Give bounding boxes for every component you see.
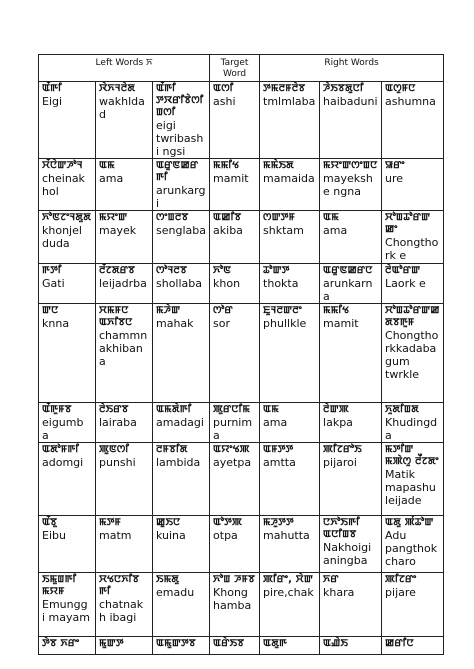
meitei-word: ꯃꯍꯨꯇꯇ <box>263 517 294 528</box>
table-cell <box>96 637 153 655</box>
meitei-word: ꯑꯗꯨꯒ <box>263 638 288 649</box>
romanized-word: shollaba <box>156 277 203 290</box>
meitei-word: ꯍꯥꯏꯕꯗꯨꯅꯤ <box>323 83 364 94</box>
meitei-word: ꯄꯤꯔꯦ, ꯆꯥꯛ <box>263 574 313 585</box>
meitei-word: ꯀꯨꯏꯅ <box>156 517 181 528</box>
table-cell <box>39 82 96 159</box>
table-row <box>39 516 444 573</box>
meitei-word: ꯃꯌꯦꯛ <box>99 212 128 223</box>
meitei-word: ꯑꯀꯤꯕ <box>213 212 242 223</box>
table-cell <box>39 516 96 573</box>
meitei-word: ꯀꯔꯤꯅ <box>385 638 414 649</box>
meitei-word: ꯑꯁꯨꯝꯅ <box>385 83 416 94</box>
meitei-word: ꯁꯣꯜꯂꯕ <box>156 265 188 276</box>
meitei-word: ꯑꯃ <box>323 212 339 223</box>
romanized-word: chammn akhibana <box>99 329 148 368</box>
table-cell <box>39 159 96 211</box>
meitei-word: ꯈꯨꯗꯤꯡꯗ <box>385 404 419 415</box>
meitei-word: ꯃꯃꯤꯠ <box>323 305 350 316</box>
romanized-word: kuina <box>156 529 186 542</box>
table-cell <box>96 403 153 443</box>
meitei-word: ꯈꯣꯡ ꯍꯝꯕ <box>213 574 256 585</box>
meitei-word: ꯁꯛꯇꯝ <box>263 212 296 223</box>
table-cell <box>382 211 444 264</box>
table-cell <box>96 211 153 264</box>
meitei-word: ꯆꯩꯅꯥꯛꯍꯣꯜ <box>42 160 83 171</box>
romanized-word: chatnakh ibagi <box>99 598 144 624</box>
romanized-word: amtta <box>263 456 296 469</box>
romanized-word: haibaduni <box>323 95 378 108</box>
romanized-word: pijaroi <box>323 456 357 469</box>
meitei-word: ꯂꯥꯏꯔꯕ <box>99 404 129 415</box>
romanized-word: shktam <box>263 224 304 237</box>
table-cell <box>260 637 320 655</box>
romanized-word: mahutta <box>263 529 310 542</box>
meitei-word: ꯑꯩꯕꯨ <box>42 517 58 528</box>
table-cell <box>210 211 260 264</box>
table-cell <box>153 82 210 159</box>
romanized-word: cheinak hol <box>42 172 85 198</box>
table-cell <box>153 637 210 655</box>
romanized-word: punshi <box>99 456 136 469</box>
table-cell <box>96 573 153 637</box>
table-cell <box>320 82 382 159</box>
table-body <box>39 82 444 655</box>
table-cell <box>382 403 444 443</box>
table-row <box>39 637 444 655</box>
table-cell <box>382 159 444 211</box>
table-cell <box>210 82 260 159</box>
romanized-word: mayek <box>99 224 137 237</box>
meitei-word: ꯈꯣꯟ <box>213 265 232 276</box>
romanized-word: Khudingd a <box>385 416 438 442</box>
table-cell <box>39 304 96 403</box>
meitei-word: ꯃꯍꯥꯛ <box>156 305 181 316</box>
table-cell <box>39 573 96 637</box>
romanized-word: matm <box>99 529 132 542</box>
table-cell <box>153 403 210 443</box>
table-cell <box>260 82 320 159</box>
table-cell <box>39 637 96 655</box>
table-cell <box>210 264 260 304</box>
table-cell <box>260 443 320 516</box>
romanized-word: ama <box>263 416 288 429</box>
meitei-word: ꯁꯦꯡꯂꯕ <box>156 212 189 223</box>
left-words-header: Left Words ꯈ <box>39 55 210 82</box>
romanized-word: ashi <box>213 95 236 108</box>
romanized-word: Gati <box>42 277 65 290</box>
romanized-word: amadagi <box>156 416 204 429</box>
table-cell <box>320 443 382 516</box>
table-cell <box>153 443 210 516</box>
table-cell <box>210 516 260 573</box>
meitei-word: ꯆꯣꯡꯊꯣꯔꯛꯀꯦ <box>385 212 431 235</box>
table-cell <box>153 573 210 637</box>
table-cell <box>210 443 260 516</box>
meitei-word: ꯏꯃꯗꯨ <box>156 574 180 585</box>
meitei-word: ꯏꯃꯨꯡꯒꯤ ꯃꯌꯝ <box>42 574 77 597</box>
table-cell <box>320 637 382 655</box>
romanized-word: Matik mapashu leijade <box>385 468 436 507</box>
romanized-word: eigi twribashi ngsi <box>156 119 204 158</box>
header-row <box>39 55 444 82</box>
meitei-word: ꯃꯨꯛꯇ <box>99 638 124 649</box>
meitei-word: ꯑꯝꯇꯇ <box>263 444 294 455</box>
romanized-word: thokta <box>263 277 299 290</box>
table-cell <box>320 211 382 264</box>
meitei-word: ꯛꯅ <box>42 305 59 316</box>
romanized-word: mamit <box>323 317 359 330</box>
romanized-word: Emungg i mayam <box>42 598 90 624</box>
table-cell <box>39 403 96 443</box>
romanized-word: mamaida <box>263 172 315 185</box>
table-cell <box>320 159 382 211</box>
romanized-word: Chongtho rkkadaba gum twrkle <box>385 329 439 381</box>
table-cell <box>153 516 210 573</box>
meitei-word: ꯃꯃꯤꯠ <box>213 160 240 171</box>
meitei-word: ꯇꯃꯂꯝꯂꯥꯕ <box>263 83 306 94</box>
romanized-word: akiba <box>213 224 243 237</box>
meitei-word: ꯈꯣꯟꯖꯦꯜꯗꯨꯗ <box>42 212 92 223</box>
meitei-word: ꯑꯌꯦꯠꯄ <box>213 444 250 455</box>
table-cell <box>320 516 382 573</box>
romanized-word: emadu <box>156 586 195 599</box>
romanized-word: pijare <box>385 586 416 599</box>
table-cell <box>382 264 444 304</box>
romanized-word: Adu pangthok charo <box>385 529 438 568</box>
romanized-word: khara <box>323 586 355 599</box>
meitei-word: ꯂꯥꯛꯄ <box>323 404 349 415</box>
table-cell <box>260 159 320 211</box>
table-cell <box>260 403 320 443</box>
meitei-word: ꯑꯃ <box>99 160 115 171</box>
meitei-word: ꯂꯝꯕꯤꯗ <box>156 444 188 455</box>
meitei-word: ꯁꯣꯔ <box>213 305 233 316</box>
meitei-word: ꯑꯔꯥꯏꯕ <box>213 638 245 649</box>
meitei-word: ꯑꯣꯇꯄ <box>213 517 242 528</box>
table-cell <box>96 516 153 573</box>
meitei-word: ꯊꯣꯛꯇ <box>263 265 290 276</box>
table-cell <box>39 211 96 264</box>
romanized-word: Laork e <box>385 277 426 290</box>
romanized-word: Eigi <box>42 95 63 108</box>
romanized-word: tmlmlaba <box>263 95 316 108</box>
meitei-word: ꯑꯔꯨꯟꯀꯔꯒꯤ <box>156 160 199 183</box>
meitei-word: ꯑꯗꯣꯝꯒꯤ <box>42 444 80 455</box>
romanized-word: khonjel duda <box>42 224 82 250</box>
meitei-word: ꯑꯃ <box>263 404 279 415</box>
table-cell <box>260 516 320 573</box>
table-cell <box>153 159 210 211</box>
romanized-word: arunkarna <box>323 277 373 303</box>
table-cell <box>153 264 210 304</box>
table-cell <box>210 637 260 655</box>
table-cell <box>210 403 260 443</box>
table-cell <box>260 304 320 403</box>
romanized-word: ama <box>323 224 348 237</box>
meitei-word: ꯐꯨꯜꯂꯛꯂꯦ <box>263 305 302 316</box>
meitei-word: ꯄꯨꯔꯅꯤꯃ <box>213 404 251 415</box>
romanized-word: phullkle <box>263 317 307 330</box>
romanized-word: ure <box>385 172 404 185</box>
table-cell <box>39 443 96 516</box>
romanized-word: mahak <box>156 317 194 330</box>
meitei-word: ꯑꯁꯤ <box>213 83 234 94</box>
meitei-word: ꯈꯔ <box>323 574 339 585</box>
meitei-word: ꯄꯨꯟꯁꯤ <box>99 444 130 455</box>
target-word-header: Target Word <box>210 55 260 82</box>
table-cell <box>96 443 153 516</box>
table-row <box>39 443 444 516</box>
table-cell <box>382 443 444 516</box>
table-cell <box>210 573 260 637</box>
table-cell <box>153 304 210 403</box>
romanized-word: lakpa <box>323 416 353 429</box>
table-cell <box>96 82 153 159</box>
table-cell <box>320 573 382 637</box>
romanized-word: arunkarg i <box>156 184 206 210</box>
romanized-word: pire,chak <box>263 586 314 599</box>
table-row <box>39 573 444 637</box>
romanized-word: Eibu <box>42 529 66 542</box>
romanized-word: Chongtho rk e <box>385 236 439 262</box>
table-cell <box>382 304 444 403</box>
table-cell <box>320 304 382 403</box>
meitei-word: ꯑꯩꯒꯨꯝꯕ <box>42 404 72 415</box>
table-cell <box>260 211 320 264</box>
romanized-word: khon <box>213 277 241 290</box>
romanized-word: ama <box>99 172 124 185</box>
meitei-word: ꯂꯩꯖꯗꯔꯕ <box>99 265 136 276</box>
table-row <box>39 159 444 211</box>
meitei-word: ꯅꯈꯣꯏꯒꯤ ꯑꯅꯤꯡꯕ <box>323 517 360 540</box>
romanized-word: ayetpa <box>213 456 252 469</box>
romanized-word: ashumna <box>385 95 436 108</box>
romanized-word: purnim a <box>213 416 253 442</box>
romanized-word: mayekshe ngna <box>323 172 373 198</box>
table-cell <box>382 637 444 655</box>
romanized-word: knna <box>42 317 70 330</box>
table-cell <box>96 159 153 211</box>
table-row <box>39 403 444 443</box>
meitei-word: ꯑꯃꯗꯥꯒꯤ <box>156 404 192 415</box>
meitei-word: ꯃꯃꯥꯏꯗ <box>263 160 294 171</box>
table-cell <box>96 264 153 304</box>
table-row <box>39 304 444 403</box>
meitei-word: ꯑꯉꯥꯏ <box>323 638 349 649</box>
romanized-word: lambida <box>156 456 201 469</box>
romanized-word: senglaba <box>156 224 206 237</box>
meitei-word: ꯑꯃꯨꯛꯇꯕ <box>156 638 196 649</box>
meitei-word: ꯆꯃꯝꯅ ꯑꯈꯤꯕꯅ <box>99 305 133 328</box>
table-cell <box>260 264 320 304</box>
meitei-word: ꯑꯩꯒꯤ <box>42 83 62 94</box>
meitei-word: ꯑꯗꯨ ꯄꯪꯊꯣꯛ <box>385 517 434 528</box>
meitei-word: ꯎꯔꯦ <box>385 160 405 171</box>
meitei-word: ꯃꯇꯤꯛ ꯃꯄꯥꯁꯨ ꯂꯩꯖꯗꯦ <box>385 444 439 467</box>
word-table <box>38 54 444 655</box>
romanized-word: lairaba <box>99 416 137 429</box>
meitei-word: ꯆꯣꯡꯊꯣꯔꯛꯀꯗꯕꯒꯨꯝ <box>385 305 440 328</box>
romanized-word: leijadrba <box>99 277 147 290</box>
romanized-word: sor <box>213 317 231 330</box>
table-row <box>39 82 444 159</box>
table-cell <box>260 573 320 637</box>
table-cell <box>382 573 444 637</box>
table-cell <box>382 516 444 573</box>
romanized-word: adomgi <box>42 456 84 469</box>
meitei-word: ꯂꯥꯑꯣꯔꯛ <box>385 265 421 276</box>
meitei-word: ꯋꯥꯈꯜꯂꯥꯗ <box>99 83 136 94</box>
meitei-word: ꯃꯌꯦꯛꯁꯦꯡꯅ <box>323 160 378 171</box>
right-words-header: Right Words <box>260 55 444 82</box>
table-cell <box>320 403 382 443</box>
romanized-word: mamit <box>213 172 249 185</box>
table-row <box>39 211 444 264</box>
table-row <box>39 264 444 304</box>
meitei-word: ꯆꯠꯅꯈꯤꯕꯒꯤ <box>99 574 140 597</box>
meitei-word: ꯃꯇꯝ <box>99 517 122 528</box>
romanized-word: wakhldad <box>99 95 145 121</box>
table-cell <box>320 264 382 304</box>
table-cell <box>96 304 153 403</box>
table-cell <box>210 159 260 211</box>
romanized-word: otpa <box>213 529 238 542</box>
meitei-word: ꯑꯔꯨꯟꯀꯔꯅ <box>323 265 373 276</box>
table-cell <box>382 82 444 159</box>
meitei-word: ꯄꯤꯖꯔꯣꯏ <box>323 444 362 455</box>
romanized-word: Nakhoigi aningba <box>323 541 372 567</box>
romanized-word: Khong hamba <box>213 586 252 612</box>
romanized-word: eigumb a <box>42 416 84 442</box>
table-cell <box>210 304 260 403</box>
meitei-word: ꯑꯩꯒꯤ ꯇꯋꯔꯤꯕꯥꯁꯤꯡꯁꯤ <box>156 83 204 118</box>
meitei-word: ꯒꯇꯤ <box>42 265 62 276</box>
table-cell <box>39 264 96 304</box>
meitei-word: ꯄꯤꯖꯔꯦ <box>385 574 417 585</box>
table-cell <box>153 211 210 264</box>
meitei-word: ꯇꯥꯕ ꯈꯔꯦ <box>42 638 80 649</box>
